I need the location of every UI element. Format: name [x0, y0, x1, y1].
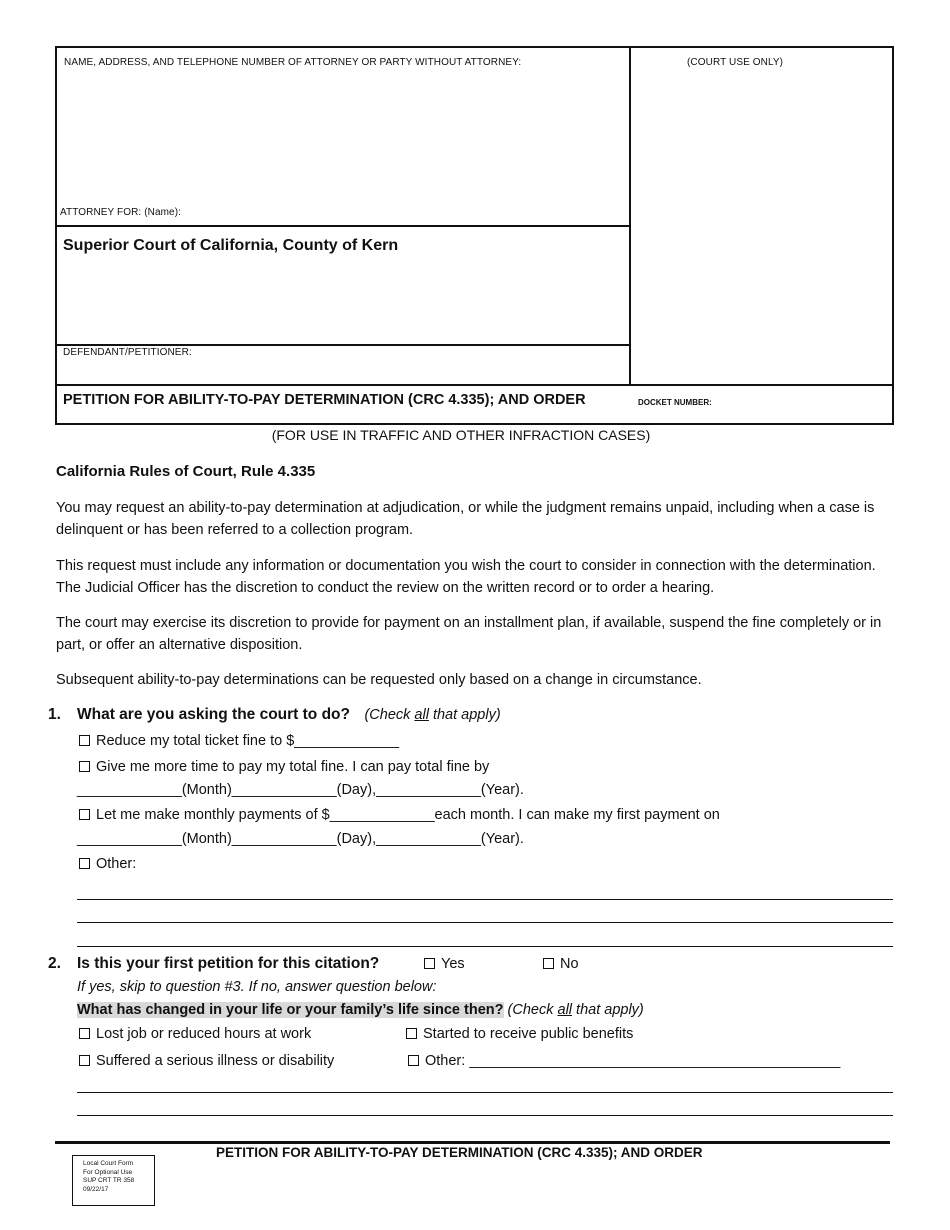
q1-option-other[interactable]: Other:	[79, 856, 136, 872]
court-use-label: (COURT USE ONLY)	[687, 57, 784, 68]
footer-title: PETITION FOR ABILITY-TO-PAY DETERMINATION (CRC 4.335); AND ORDER	[216, 1145, 703, 1160]
q2-other-line-2[interactable]	[77, 1115, 893, 1116]
q1-other-line-1[interactable]	[77, 899, 893, 900]
q1-option-more-time[interactable]: Give me more time to pay my total fine. I can pay total fine by	[79, 759, 489, 775]
q2-change-hint: (Check all that apply)	[503, 1002, 644, 1018]
q1-monthly-date[interactable]: _____________(Month)_____________(Day),_____________(Year).	[77, 831, 524, 847]
q1-other-line-3[interactable]	[77, 946, 893, 947]
caption-divider-1	[55, 225, 631, 227]
attorney-for-label: ATTORNEY FOR: (Name):	[60, 207, 182, 218]
q1-option-reduce[interactable]: Reduce my total ticket fine to $_____________	[79, 733, 399, 749]
form-title: PETITION FOR ABILITY-TO-PAY DETERMINATION (CRC 4.335); AND ORDER	[63, 392, 586, 408]
q2-number: 2.	[48, 955, 61, 972]
q1-line	[77, 706, 501, 724]
q2-change-line	[77, 1002, 644, 1018]
caption-divider-3	[55, 384, 894, 386]
q1-more-time-date[interactable]: _____________(Month)_____________(Day),_____________(Year).	[77, 782, 524, 798]
checkbox-other[interactable]	[79, 858, 90, 869]
footer-rule	[55, 1141, 890, 1144]
checkbox-benefits[interactable]	[406, 1028, 417, 1039]
court-name: Superior Court of California, County of Kern	[63, 237, 399, 254]
q2-option-illness[interactable]: Suffered a serious illness or disability	[79, 1053, 334, 1069]
attorney-label: NAME, ADDRESS, AND TELEPHONE NUMBER OF ATTORNEY OR PARTY WITHOUT ATTORNEY:	[64, 57, 522, 68]
paragraph-4: Subsequent ability-to-pay determinations can be requested only based on a change in circumstance.	[56, 672, 702, 688]
checkbox-other-change[interactable]	[408, 1055, 419, 1066]
q2-option-benefits[interactable]: Started to receive public benefits	[406, 1026, 633, 1042]
q1-question: What are you asking the court to do?	[77, 706, 350, 723]
paragraph-1: You may request an ability-to-pay determination at adjudication, or while the judgment remains unpaid, including when a case is delinquent or has been referred to a collection program.	[56, 500, 875, 538]
checkbox-monthly[interactable]	[79, 809, 90, 820]
q2-other-line-1[interactable]	[77, 1092, 893, 1093]
checkbox-illness[interactable]	[79, 1055, 90, 1066]
q1-other-line-2[interactable]	[77, 922, 893, 923]
caption-divider-vertical	[629, 46, 631, 386]
q2-skip-note: If yes, skip to question #3. If no, answer question below:	[77, 979, 437, 995]
paragraph-2: This request must include any information or documentation you wish the court to consider in connection with the determination. The Judicial Officer has the discretion to conduct the review on the written record or to order a hearing.	[56, 558, 876, 596]
q2-change-question: What has changed in your life or your family’s life since then?	[77, 1002, 504, 1018]
form-id-box: Local Court Form For Optional Use SUP CRT TR 358 09/22/17	[72, 1155, 155, 1206]
checkbox-no[interactable]	[543, 958, 554, 969]
checkbox-reduce[interactable]	[79, 735, 90, 746]
checkbox-yes[interactable]	[424, 958, 435, 969]
q2-question: Is this your first petition for this citation?	[77, 955, 380, 972]
q2-option-other[interactable]: Other: ______________________________________________	[408, 1053, 840, 1069]
q1-number: 1.	[48, 706, 61, 723]
paragraph-3: The court may exercise its discretion to provide for payment on an installment plan, if available, suspend the fine completely or in part, or offer an alternative disposition.	[56, 615, 882, 653]
q2-option-no[interactable]: No	[543, 956, 579, 972]
rule-heading: California Rules of Court, Rule 4.335	[56, 463, 316, 480]
q1-hint: (Check all that apply)	[364, 707, 501, 723]
q2-option-job[interactable]: Lost job or reduced hours at work	[79, 1026, 311, 1042]
checkbox-more-time[interactable]	[79, 761, 90, 772]
docket-label: DOCKET NUMBER:	[638, 398, 712, 407]
caption-box	[55, 46, 894, 425]
checkbox-job[interactable]	[79, 1028, 90, 1039]
defendant-label: DEFENDANT/PETITIONER:	[63, 347, 192, 358]
q2-option-yes[interactable]: Yes	[424, 956, 465, 972]
caption-divider-2	[55, 344, 631, 346]
subtitle: (FOR USE IN TRAFFIC AND OTHER INFRACTION CASES)	[271, 427, 651, 443]
q1-option-monthly[interactable]: Let me make monthly payments of $_____________each month. I can make my first payment on	[79, 807, 720, 823]
